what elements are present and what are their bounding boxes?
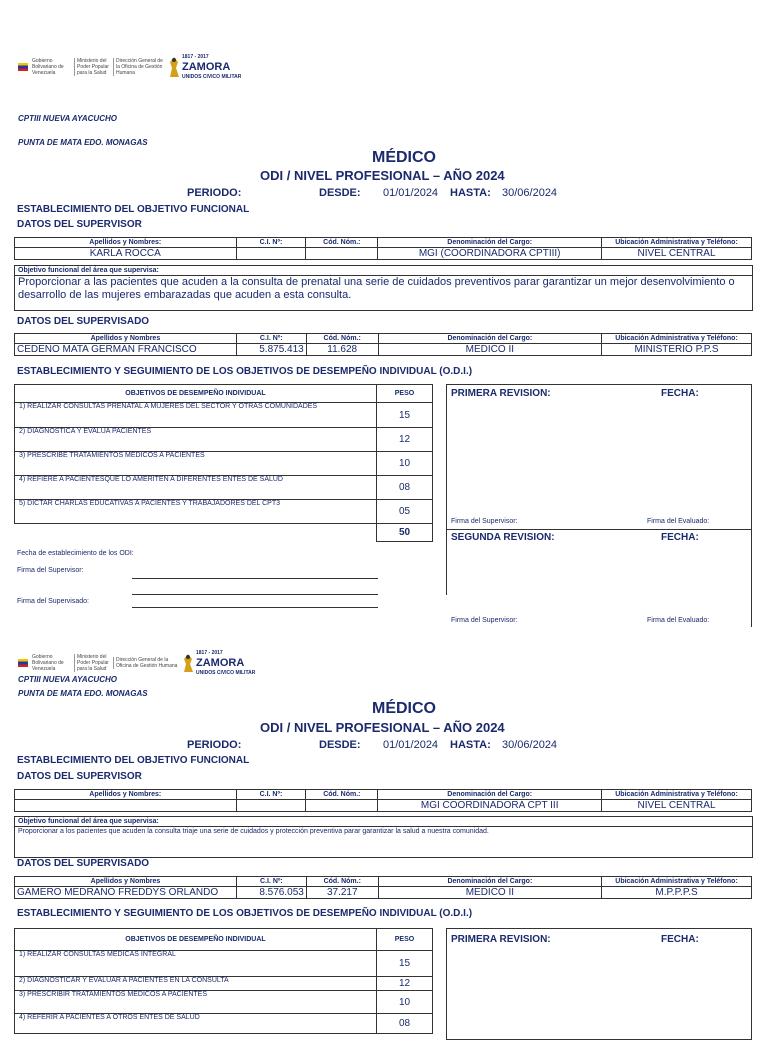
hasta-value: 30/06/2024 xyxy=(502,187,558,199)
peso-header: PESO xyxy=(377,929,433,951)
objective-area-box xyxy=(14,265,753,311)
supervisor-cargo: MGI (COORDINADORA CPTIII) xyxy=(378,248,602,260)
col-cod: Cód. Nóm.: xyxy=(306,877,378,887)
objectives-header: OBJETIVOS DE DESEMPEÑO INDIVIDUAL xyxy=(15,929,377,951)
supervisado-table xyxy=(14,876,752,899)
ministry-logo-text: Ministerio del Poder Popular para la Salud xyxy=(74,654,109,672)
gov-logo-text: Gobierno Bolivariano de Venezuela xyxy=(32,58,64,76)
supervisado-nombre: CEDEÑO MATA GERMAN FRANCISCO xyxy=(15,344,237,356)
objective-item: 1) REALIZAR CONSULTAS PRENATAL A MUJERES DEL SECTOR Y OTRAS COMUNIDADES xyxy=(15,403,377,428)
gov-logo-text: Gobierno Bolivariano de Venezuela xyxy=(32,654,64,672)
primera-revision-label: PRIMERA REVISION: xyxy=(451,934,551,945)
objective-item: 2) DIAGNOSTICA Y EVALUA PACIENTES xyxy=(15,428,377,452)
col-ubic: Ubicación Administrativa y Teléfono: xyxy=(602,790,752,800)
supervisado-ci: 5.875.413 xyxy=(236,344,306,356)
objective-item: 3) PRESCRIBE TRATAMIENTOS MEDICOS A PACIENTES xyxy=(15,452,377,476)
col-ubic: Ubicación Administrativa y Teléfono: xyxy=(602,334,752,344)
zamora-word: ZAMORA xyxy=(196,657,245,669)
objective-item: 4) REFIERE A PACIENTESQUE LO AMERITEN A DIFERENTES ENTES DE SALUD xyxy=(15,476,377,500)
supervisor-nombre xyxy=(15,800,237,812)
hasta-value: 30/06/2024 xyxy=(502,739,558,751)
col-nombres: Apellidos y Nombres xyxy=(15,334,237,344)
col-cargo: Denominación del Cargo: xyxy=(378,877,601,887)
objective-peso: 12 xyxy=(377,977,433,991)
period-label: PERIODO: xyxy=(187,739,242,751)
zamora-years: 1817 - 2017 xyxy=(182,54,209,60)
col-ci: C.I. Nº: xyxy=(236,790,306,800)
objective-area-text: Proporcionar a las pacientes que acuden a la consulta de prenatal una serie de cuidados preventivos parar garantizar un mejor desenvolvimiento o desarrollo de las mujeres embarazadas que acuden a esta consulta. xyxy=(18,276,735,301)
firma-supervisor-label: Firma del Supervisor: xyxy=(451,518,518,525)
objective-item: 4) REFERIR A PACIENTES A OTROS ENTES DE SALUD xyxy=(15,1014,377,1034)
objective-area-box xyxy=(14,816,753,858)
supervisor-ci xyxy=(236,800,306,812)
institution-location: PUNTA DE MATA EDO. MONAGAS xyxy=(18,689,148,698)
fecha-establecimiento-label: Fecha de establecimiento de los ODI: xyxy=(17,550,134,557)
supervisor-ubic: NIVEL CENTRAL xyxy=(602,800,752,812)
objective-peso: 15 xyxy=(377,951,433,977)
zamora-sub: UNIDOS CIVICO MILITAR xyxy=(196,670,256,676)
zamora-years: 1817 - 2017 xyxy=(196,650,223,656)
segunda-revision-label: SEGUNDA REVISION: xyxy=(451,532,555,543)
fecha-label: FECHA: xyxy=(661,532,699,543)
desde-value: 01/01/2024 xyxy=(383,739,439,751)
objective-peso: 08 xyxy=(377,1014,433,1034)
objective-item: 5) DICTAR CHARLAS EDUCATIVAS A PACIENTES Y TRABAJADORES DEL CPT3 xyxy=(15,500,377,524)
direction-logo-text: Dirección General de la Oficina de Gestión Humana xyxy=(113,58,164,76)
header-logos xyxy=(18,52,241,82)
objective-peso: 08 xyxy=(377,476,433,500)
institution-name: CPTIII NUEVA AYACUCHO xyxy=(18,675,117,684)
supervisor-cod xyxy=(306,800,378,812)
objective-peso: 05 xyxy=(377,500,433,524)
primera-revision-label: PRIMERA REVISION: xyxy=(451,388,551,399)
objectives-table xyxy=(14,384,433,542)
header-logos xyxy=(18,648,255,678)
hasta-label: HASTA: xyxy=(450,739,491,751)
page-title: MÉDICO xyxy=(372,149,436,166)
hasta-label: HASTA: xyxy=(450,187,491,199)
firma-evaluado-label: Firma del Evaluado: xyxy=(647,518,710,525)
period-label: PERIODO: xyxy=(187,187,242,199)
ministry-logo-text: Ministerio del Poder Popular para la Salud xyxy=(74,58,109,76)
firma-supervisor-label: Firma del Supervisor: xyxy=(451,617,518,624)
supervisado-cargo: MEDICO II xyxy=(378,344,601,356)
objective-item: 3) PRESCRIBIR TRATAMIENTOS MEDICOS A PACIENTES xyxy=(15,991,377,1014)
page-subtitle: ODI / NIVEL PROFESIONAL – AÑO 2024 xyxy=(260,720,505,735)
col-ci: C.I. Nº: xyxy=(236,238,306,248)
peso-header: PESO xyxy=(377,385,433,403)
zamora-word: ZAMORA xyxy=(182,61,231,73)
objective-item: 1) REALIZAR CONSULTAS MEDICAS INTEGRAL xyxy=(15,951,377,977)
section-datos-supervisor: DATOS DEL SUPERVISOR xyxy=(17,219,142,230)
supervisor-ubic: NIVEL CENTRAL xyxy=(602,248,752,260)
objective-peso: 12 xyxy=(377,428,433,452)
venezuela-flag-icon xyxy=(18,659,28,667)
supervisado-ubic: MINISTERIO P.P.S xyxy=(602,344,752,356)
supervisado-ci: 8.576.053 xyxy=(236,887,306,899)
objective-peso: 15 xyxy=(377,403,433,428)
section-datos-supervisado: DATOS DEL SUPERVISADO xyxy=(17,858,150,869)
fecha-label: FECHA: xyxy=(661,934,699,945)
col-cod: Cód. Nóm.: xyxy=(306,238,378,248)
objective-peso: 10 xyxy=(377,991,433,1014)
section-datos-supervisado: DATOS DEL SUPERVISADO xyxy=(17,316,150,327)
zamora-figure-icon xyxy=(182,653,194,673)
desde-label: DESDE: xyxy=(319,187,361,199)
desde-value: 01/01/2024 xyxy=(383,187,439,199)
revision-box xyxy=(446,384,752,627)
section-seguimiento: ESTABLECIMIENTO Y SEGUIMIENTO DE LOS OBJETIVOS DE DESEMPEÑO INDIVIDUAL (O.D.I.) xyxy=(17,366,473,377)
objective-peso: 10 xyxy=(377,452,433,476)
supervisor-cargo: MGI COORDINADORA CPT III xyxy=(378,800,602,812)
supervisado-cod: 11.628 xyxy=(306,344,378,356)
page-subtitle: ODI / NIVEL PROFESIONAL – AÑO 2024 xyxy=(260,168,505,183)
firma-evaluado-label: Firma del Evaluado: xyxy=(647,617,710,624)
revision-box xyxy=(446,928,752,1040)
col-cod: Cód. Nóm.: xyxy=(306,334,378,344)
supervisado-cargo: MEDICO II xyxy=(378,887,601,899)
firma-supervisor-label: Firma del Supervisor: xyxy=(17,567,84,574)
objectives-header: OBJETIVOS DE DESEMPEÑO INDIVIDUAL xyxy=(15,385,377,403)
zamora-sub: UNIDOS CIVICO MILITAR xyxy=(182,74,242,80)
section-establecimiento: ESTABLECIMIENTO DEL OBJETIVO FUNCIONAL xyxy=(17,204,250,215)
section-seguimiento: ESTABLECIMIENTO Y SEGUIMIENTO DE LOS OBJETIVOS DE DESEMPEÑO INDIVIDUAL (O.D.I.) xyxy=(17,908,473,919)
zamora-logo xyxy=(168,52,241,82)
supervisor-ci xyxy=(236,248,306,260)
col-cargo: Denominación del Cargo: xyxy=(378,790,602,800)
supervisado-table xyxy=(14,333,752,356)
objective-item: 2) DIAGNOSTICAR Y EVALUAR A PACIENTES EN LA CONSULTA xyxy=(15,977,377,991)
total-peso: 50 xyxy=(377,524,433,542)
col-ubic: Ubicación Administrativa y Teléfono: xyxy=(602,238,752,248)
supervisor-table xyxy=(14,237,752,260)
supervisado-cod: 37.217 xyxy=(306,887,378,899)
supervisado-nombre: GAMERO MEDRANO FREDDYS ORLANDO xyxy=(15,887,237,899)
col-ubic: Ubicación Administrativa y Teléfono: xyxy=(602,877,752,887)
institution-name: CPTIII NUEVA AYACUCHO xyxy=(18,114,117,123)
desde-label: DESDE: xyxy=(319,739,361,751)
zamora-figure-icon xyxy=(168,56,180,78)
col-cod: Cód. Nóm.: xyxy=(306,790,378,800)
section-datos-supervisor: DATOS DEL SUPERVISOR xyxy=(17,771,142,782)
page-title: MÉDICO xyxy=(372,700,436,717)
objective-area-text: Proporcionar a los pacientes que acuden la consulta triaje una serie de cuidados y protección preventiva parar garantizar la salud a nuestra comunidad. xyxy=(18,828,489,835)
col-nombres: Apellidos y Nombres: xyxy=(15,238,237,248)
objective-area-label: Objetivo funcional del área que supervisa: xyxy=(15,266,752,276)
supervisor-nombre: KARLA ROCCA xyxy=(15,248,237,260)
col-cargo: Denominación del Cargo: xyxy=(378,238,602,248)
firma-supervisado-label: Firma del Supervisado: xyxy=(17,598,89,605)
col-cargo: Denominación del Cargo: xyxy=(378,334,601,344)
fecha-label: FECHA: xyxy=(661,388,699,399)
institution-location: PUNTA DE MATA EDO. MONAGAS xyxy=(18,138,148,147)
zamora-logo xyxy=(182,648,255,678)
supervisor-cod xyxy=(306,248,378,260)
direction-logo-text: Dirección General de la Oficina de Gestión Humana xyxy=(113,657,178,669)
col-ci: C.I. Nº: xyxy=(236,877,306,887)
objective-area-label: Objetivo funcional del área que supervisa: xyxy=(15,817,752,827)
objectives-table xyxy=(14,928,433,1034)
supervisor-table xyxy=(14,789,752,812)
col-nombres: Apellidos y Nombres xyxy=(15,877,237,887)
venezuela-flag-icon xyxy=(18,63,28,71)
col-ci: C.I. Nº: xyxy=(236,334,306,344)
col-nombres: Apellidos y Nombres: xyxy=(15,790,237,800)
section-establecimiento: ESTABLECIMIENTO DEL OBJETIVO FUNCIONAL xyxy=(17,755,250,766)
supervisado-ubic: M.P.P.P.S xyxy=(602,887,752,899)
